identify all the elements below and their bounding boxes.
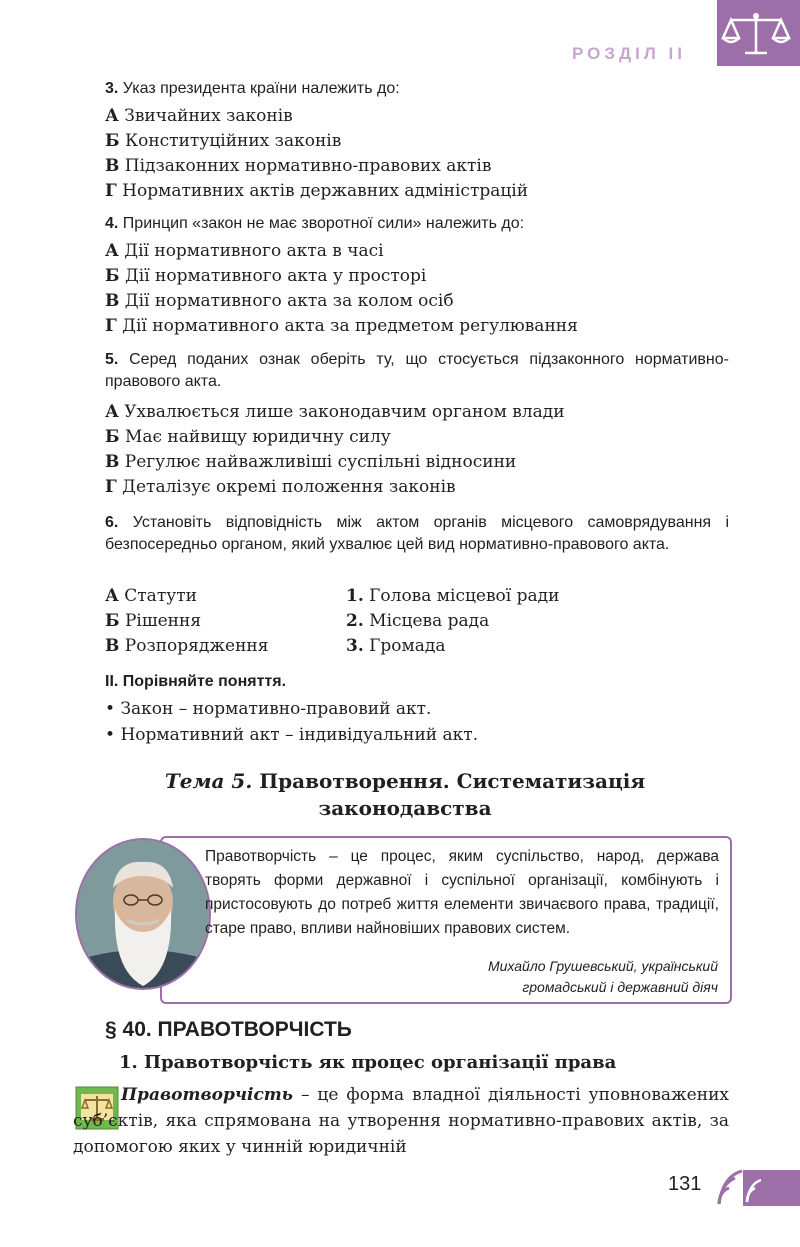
q3-option-a[interactable]: А Звичайних законів — [105, 106, 293, 126]
q6-right-3[interactable]: 3. Громада — [346, 636, 446, 656]
compare-item: • Закон – нормативно-правовий акт. — [105, 699, 432, 719]
quote-text: Правотворчість – це процес, яким суспільство, народ, держава творять форми державної і суспільної організації, комбінують і пристосовують до потреб життя елементи звичаєвого права, традиції, старе право, впливи найновіших правових систем. — [205, 848, 719, 937]
question-5: 5. Серед поданих ознак оберіть ту, що стосується підзаконного нормативно-правового акта. — [105, 351, 729, 390]
author-portrait — [75, 838, 211, 990]
portrait-image — [77, 840, 209, 988]
q6-right-2[interactable]: 2. Місцева рада — [346, 611, 490, 631]
body-text: Правотворчість – це форма владної діяльності уповноважених суб’єктів, яка спрямована на утворення нормативно-правових актів, за допомогою яких у чинній юридичній — [73, 1085, 729, 1157]
q3-option-c[interactable]: В Підзаконних нормативно-правових актів — [105, 156, 492, 176]
q5-option-b[interactable]: Б Має найвищу юридичну силу — [105, 427, 391, 447]
q3-option-d[interactable]: Г Нормативних актів державних адміністрацій — [105, 181, 529, 201]
q4-option-c[interactable]: В Дії нормативного акта за колом осіб — [105, 291, 454, 311]
q5-option-c[interactable]: В Регулює найважливіші суспільні відносини — [105, 452, 517, 472]
scales-icon — [721, 10, 791, 58]
q5-option-a[interactable]: А Ухвалюється лише законодавчим органом влади — [105, 402, 565, 422]
q5-options — [105, 400, 565, 500]
page-number: 131 — [668, 1173, 702, 1195]
compare-title: II. Порівняйте поняття. — [105, 673, 287, 690]
footer-tab — [715, 1170, 800, 1206]
paragraph-heading: § 40. ПРАВОТВОРЧІСТЬ — [105, 1018, 352, 1041]
q4-option-d[interactable]: Г Дії нормативного акта за предметом регулювання — [105, 316, 578, 336]
section-label: РОЗДІЛ II — [572, 44, 686, 63]
question-4: 4. Принцип «закон не має зворотної сили» належить до: — [105, 215, 525, 232]
quote-author: Михайло Грушевський, український громадський і державний діяч — [487, 958, 718, 995]
subsection-heading: 1. Правотворчість як процес організації права — [119, 1052, 617, 1073]
q6-left-a[interactable]: А Статути — [105, 586, 197, 606]
q4-options — [105, 239, 578, 339]
compare-list — [105, 696, 478, 748]
topic-title: Тема 5. Правотворення. Систематизація законодавства — [164, 769, 646, 820]
question-6: 6. Установіть відповідність між актом органів місцевого самоврядування і безпосередньо органом, який ухвалює цей вид нормативно-правового акта. — [105, 514, 729, 553]
q6-left-c[interactable]: В Розпорядження — [105, 636, 269, 656]
q6-right-1[interactable]: 1. Голова місцевої ради — [346, 586, 560, 606]
q6-left-b[interactable]: Б Рішення — [105, 611, 202, 631]
question-3: 3. Указ президента країни належить до: — [105, 80, 400, 97]
term: Правотворчість — [121, 1085, 294, 1105]
q5-option-d[interactable]: Г Деталізує окремі положення законів — [105, 477, 456, 497]
q3-option-b[interactable]: Б Конституційних законів — [105, 131, 342, 151]
q3-options — [105, 104, 528, 204]
compare-item: • Нормативний акт – індивідуальний акт. — [105, 725, 479, 745]
q4-option-b[interactable]: Б Дії нормативного акта у просторі — [105, 266, 427, 286]
header-tab — [717, 0, 800, 66]
q4-option-a[interactable]: А Дії нормативного акта в часі — [105, 241, 384, 261]
